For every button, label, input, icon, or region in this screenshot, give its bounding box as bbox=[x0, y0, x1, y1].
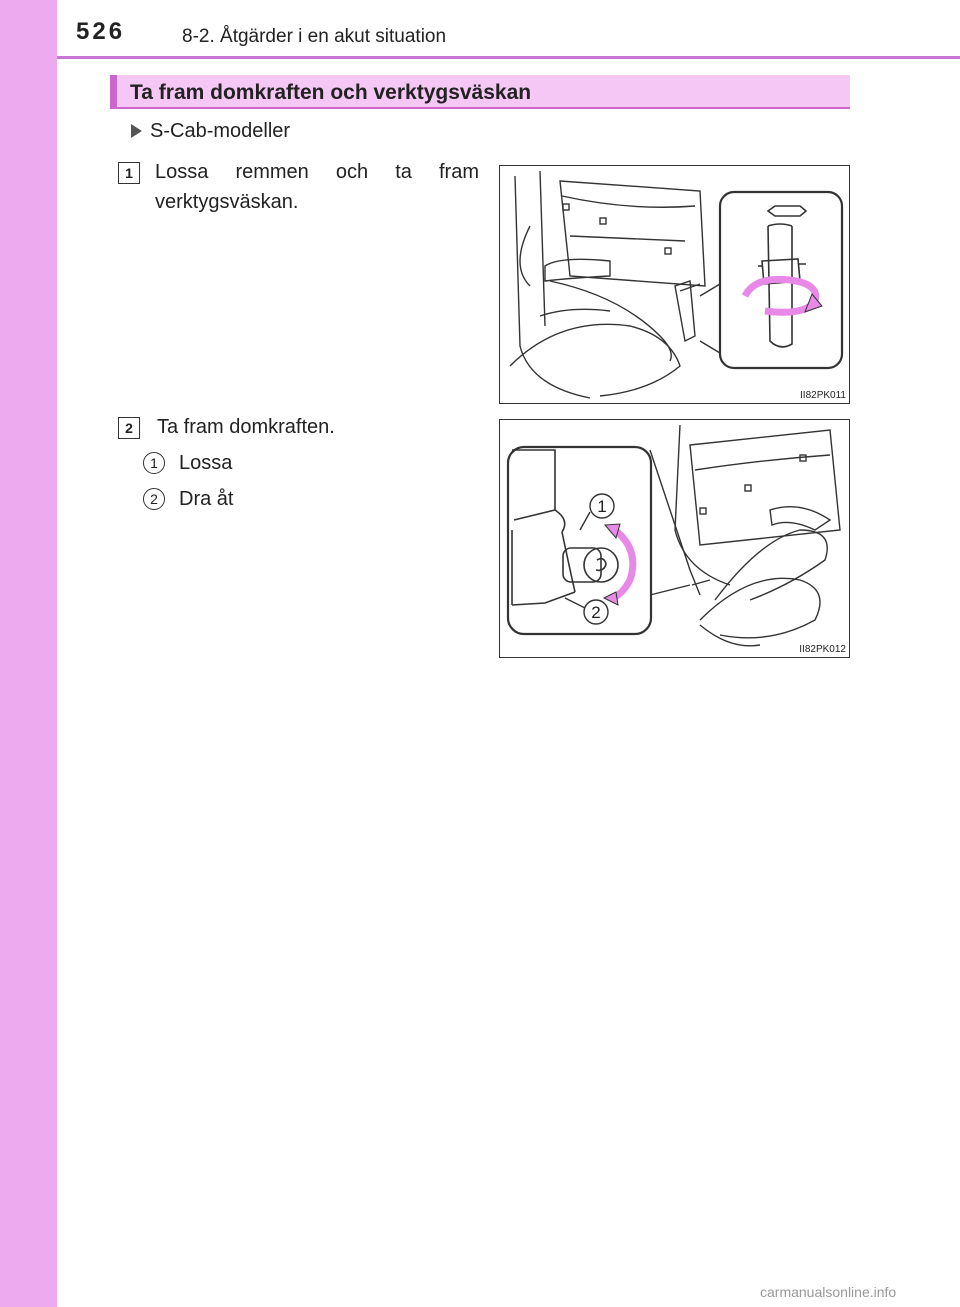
substep-2-text: Dra åt bbox=[179, 488, 234, 510]
figure-tool-bag bbox=[499, 165, 850, 404]
section-title: Ta fram domkraften och verktygsväskan bbox=[130, 81, 532, 104]
substep-number-1: 1 bbox=[143, 452, 165, 474]
header-divider bbox=[57, 56, 960, 59]
figure-2-code: II82PK012 bbox=[799, 644, 846, 655]
step-2-text: Ta fram domkraften. bbox=[157, 416, 335, 438]
model-label bbox=[131, 120, 290, 143]
page-number: 526 bbox=[76, 18, 126, 45]
figure-jack bbox=[499, 419, 850, 658]
triangle-bullet-icon bbox=[131, 124, 142, 138]
callout-2: 2 bbox=[591, 603, 601, 622]
step-1-text: Lossa remmen och ta fram verktygsväskan. bbox=[155, 161, 479, 213]
tool-bag-illustration bbox=[500, 166, 849, 403]
watermark: carmanualsonline.info bbox=[760, 1284, 897, 1300]
jack-illustration bbox=[500, 420, 849, 657]
step-number-2: 2 bbox=[118, 417, 140, 439]
substep-number-2: 2 bbox=[143, 488, 165, 510]
section-title-bar bbox=[110, 75, 850, 109]
model-label-text: S-Cab-modeller bbox=[150, 120, 291, 142]
section-reference: 8-2. Åtgärder i en akut situation bbox=[182, 26, 447, 47]
step-number-1: 1 bbox=[118, 162, 140, 184]
chapter-sidebar bbox=[0, 0, 57, 1307]
callout-1: 1 bbox=[597, 497, 607, 516]
figure-1-code: II82PK011 bbox=[800, 390, 846, 401]
substep-1-text: Lossa bbox=[179, 452, 233, 474]
